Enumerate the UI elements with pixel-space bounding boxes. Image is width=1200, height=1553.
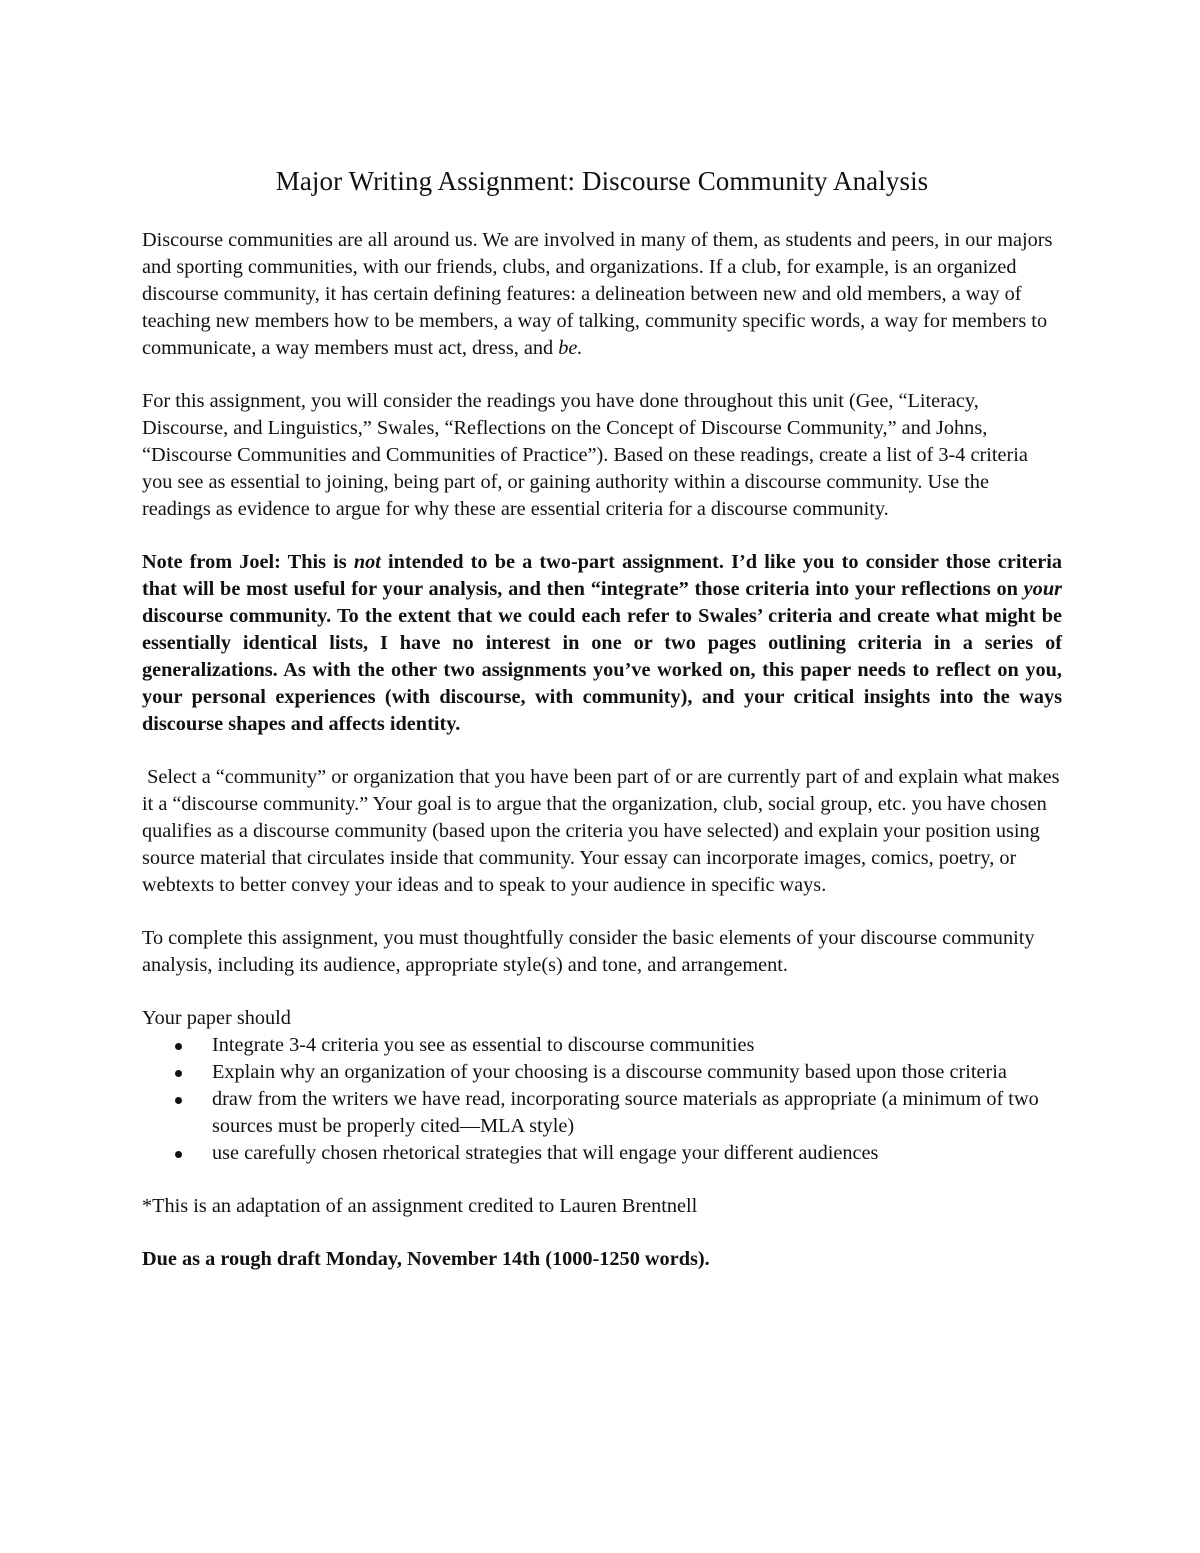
list-item [142,1059,1062,1086]
bullet-icon [175,1151,182,1158]
list-item [142,1032,1062,1059]
intro-paragraph [142,227,1062,362]
credit-note: *This is an adaptation of an assignment credited to Lauren Brentnell [142,1195,698,1217]
bullet-icon [175,1043,182,1050]
select-paragraph: Select a “community” or organization that you have been part of or are currently part of and explain what makes it a “discourse community.” Your goal is to argue that the organization, club, social group, etc. you have chosen qualifies as a discourse community (based upon the criteria you have selected) and explain your position using source material that circulates inside that community. Your essay can incorporate images, comics, poetry, or webtexts to better convey your ideas and to speak to your audience in specific ways. [142,766,1065,896]
assignment-paragraph: For this assignment, you will consider the readings you have done throughout this unit (Gee, “Literacy, Discourse, and Linguistics,” Swales, “Reflections on the Concept of Discourse Community,” and Johns, “Discourse Communities and Communities of Practice”). Based on these readings, create a list of 3-4 criteria you see as essential to joining, being part of, or gaining authority within a discourse community. Use the readings as evidence to argue for why these are essential criteria for a discourse community. [142,390,1028,520]
note-emphasis-your: your [1023,578,1062,600]
list-item-text: use carefully chosen rhetorical strategies that will engage your different audiences [212,1142,879,1164]
note-text-1: Note from Joel: This is [142,551,354,573]
document-page [142,166,1065,1273]
list-item-text: draw from the writers we have read, incorporating source materials as appropriate (a minimum of two sources must be properly cited—MLA style) [212,1088,1039,1137]
note-emphasis-not: not [353,551,381,573]
intro-emphasis: be. [558,337,583,359]
complete-paragraph: To complete this assignment, you must thoughtfully consider the basic elements of your discourse community analysis, including its audience, appropriate style(s) and tone, and arrangement. [142,927,1035,976]
requirements-list [142,1032,1062,1167]
note-text-2: intended to be a two-part assignment. I’d like you to consider those criteria that will be most useful for your analysis, and then “integrate” those criteria into your reflections on [142,551,1062,600]
list-item [142,1086,1062,1140]
note-paragraph [142,549,1062,738]
list-intro: Your paper should [142,1007,291,1029]
bullet-icon [175,1097,182,1104]
intro-text: Discourse communities are all around us. We are involved in many of them, as students and peers, in our majors and sporting communities, with our friends, clubs, and organizations. If a club, for example, is an organized discourse community, it has certain defining features: a delineation between new and old members, a way of teaching new members how to be members, a way of talking, community specific words, a way for members to communicate, a way members must act, dress, and [142,229,1053,359]
due-date: Due as a rough draft Monday, November 14th (1000-1250 words). [142,1248,710,1270]
list-item-text: Integrate 3-4 criteria you see as essential to discourse communities [212,1034,755,1056]
bullet-icon [175,1070,182,1077]
note-text-3: discourse community. To the extent that we could each refer to Swales’ criteria and create what might be essentially identical lists, I have no interest in one or two pages outlining criteria in a series of generalizations. As with the other two assignments you’ve worked on, this paper needs to reflect on you, your personal experiences (with discourse, with community), and your critical insights into the ways discourse shapes and affects identity. [142,605,1062,735]
list-item-text: Explain why an organization of your choosing is a discourse community based upon those criteria [212,1061,1007,1083]
document-title: Major Writing Assignment: Discourse Community Analysis [275,166,929,196]
list-item [142,1140,1062,1167]
